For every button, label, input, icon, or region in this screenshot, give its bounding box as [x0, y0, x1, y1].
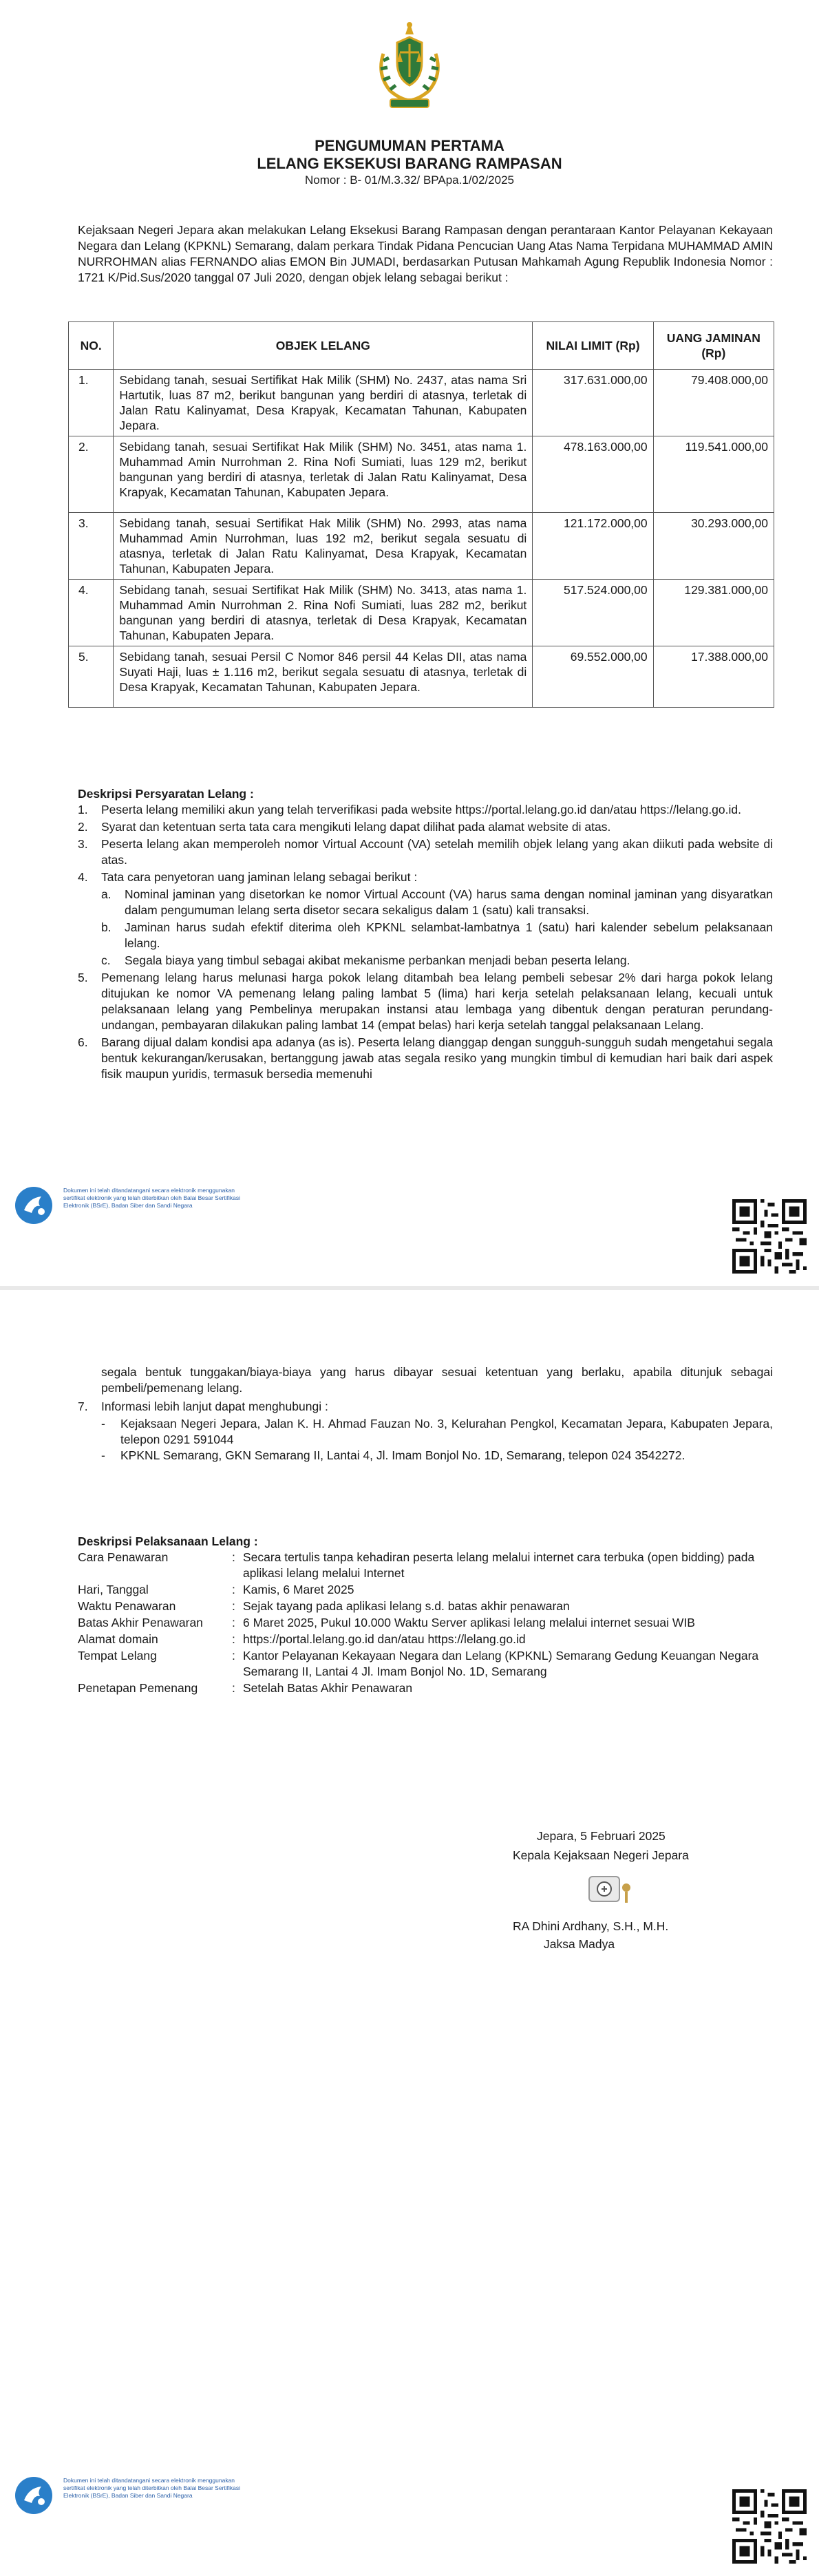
row-label: Hari, Tanggal — [78, 1583, 149, 1596]
row-label: Cara Penawaran — [78, 1550, 169, 1564]
cell-uang-jaminan: 129.381.000,00 — [653, 580, 774, 646]
item-text: Pemenang lelang harus melunasi harga pokok lelang ditambah bea lelang pembeli sebesar 2% dari harga pokok lelang ditujukan ke nomor VA pemenang lelang paling lambat 5 (lima) hari kerja setelah pelaksanaan lelang, kecuali untuk pelaksanaan lelang yang Pembelinya merupakan instansi atau lembaga yang dibentuk dengan peraturan perundang-undangan, pembayaran dilakukan paling lambat 14 (empat belas) hari kerja setelah tanggal pelaksanaan Lelang. — [101, 971, 773, 1032]
item-number: 3. — [78, 837, 88, 851]
sub-item-text: Segala biaya yang timbul sebagai akibat mekanisme perbankan menjadi beban peserta lelang. — [125, 953, 630, 967]
kejaksaan-emblem-icon — [370, 19, 449, 112]
list-item — [78, 1399, 773, 1415]
contact-item — [101, 1416, 773, 1448]
col-header-no: NO. — [69, 322, 114, 370]
list-item — [78, 836, 773, 868]
cell-no: 1. — [69, 370, 114, 436]
row-value: Kantor Pelayanan Kekayaan Negara dan Lelang (KPKNL) Semarang Gedung Keuangan Negara Semarang II, Lantai 4 Jl. Imam Bonjol No. 1D, Semarang — [243, 1649, 759, 1678]
persyaratan-section — [78, 786, 773, 1084]
col-header-objek: OBJEK LELANG — [114, 322, 533, 370]
cell-objek: Sebidang tanah, sesuai Sertifikat Hak Milik (SHM) No. 2437, atas nama Sri Hartutik, luas 87 m2, berikut bangunan yang berdiri di atasnya, terletak di Jalan Ratu Kalinyamat, Desa Krapyak, Kecamatan Tahunan, Kabupaten Jepara. — [114, 370, 533, 436]
pelaksanaan-row: Alamat domain : https://portal.lelang.go.id dan/atau https://lelang.go.id — [78, 1632, 773, 1647]
cell-no: 3. — [69, 513, 114, 580]
e-signature-note: Dokumen ini telah ditandatangani secara elektronik menggunakan sertifikat elektronik yang telah diterbitkan oleh Balai Besar Sertifikasi Elektronik (BSrE), Badan Siber dan Sandi Negara — [63, 2477, 241, 2499]
item-number: 4. — [78, 870, 88, 884]
table-row — [69, 370, 774, 436]
table-row — [69, 436, 774, 513]
item-number: 5. — [78, 971, 88, 984]
row-label: Waktu Penawaran — [78, 1599, 176, 1613]
persyaratan-title: Deskripsi Persyaratan Lelang : — [78, 787, 254, 801]
sub-item-text: Jaminan harus sudah efektif diterima oleh KPKNL selambat-lambatnya 1 (satu) hari kalender sebelum pelaksanaan lelang. — [125, 920, 773, 950]
table-row — [69, 580, 774, 646]
pelaksanaan-row: Waktu Penawaran : Sejak tayang pada aplikasi lelang s.d. batas akhir penawaran — [78, 1598, 773, 1614]
page-1 — [0, 0, 819, 1286]
list-item — [78, 1035, 773, 1082]
cell-nilai-limit: 121.172.000,00 — [533, 513, 653, 580]
pelaksanaan-section — [78, 1534, 773, 1697]
item-number: 2. — [78, 820, 88, 834]
document-number: Nomor : B- 01/M.3.32/ BPApa.1/02/2025 — [305, 173, 514, 187]
row-value: Sejak tayang pada aplikasi lelang s.d. batas akhir penawaran — [243, 1599, 570, 1613]
pelaksanaan-title: Deskripsi Pelaksanaan Lelang : — [78, 1534, 258, 1548]
signature-stamp-icon — [586, 1871, 635, 1907]
contact-list — [101, 1416, 773, 1464]
row-value: https://portal.lelang.go.id dan/atau https://lelang.go.id — [243, 1632, 526, 1646]
dash-bullet: - — [101, 1448, 105, 1462]
cell-nilai-limit: 478.163.000,00 — [533, 436, 653, 513]
col-header-uang-jaminan: UANG JAMINAN (Rp) — [653, 322, 774, 370]
pelaksanaan-row: Tempat Lelang : Kantor Pelayanan Kekayaan Negara dan Lelang (KPKNL) Semarang Gedung Keuangan Negara Semarang II, Lantai 4 Jl. Imam Bonjol No. 1D, Semarang — [78, 1648, 773, 1680]
row-value: Setelah Batas Akhir Penawaran — [243, 1681, 413, 1695]
item-6-continuation: segala bentuk tunggakan/biaya-biaya yang harus dibayar sesuai ketentuan yang berlaku, apabila ditunjuk sebagai pembeli/pemenang lelang. — [101, 1365, 773, 1395]
row-value: Secara tertulis tanpa kehadiran peserta lelang melalui internet cara terbuka (open bidding) pada aplikasi lelang melalui Internet — [243, 1550, 755, 1580]
table-row — [69, 646, 774, 708]
dash-bullet: - — [101, 1417, 105, 1430]
row-label: Tempat Lelang — [78, 1649, 157, 1662]
item-number: 1. — [78, 803, 88, 816]
contact-section — [78, 1399, 773, 1464]
contact-text: Kejaksaan Negeri Jepara, Jalan K. H. Ahmad Fauzan No. 3, Kelurahan Pengkol, Kecamatan Jepara, Kabupaten Jepara, telepon 0291 591044 — [120, 1417, 773, 1446]
item-number: 6. — [78, 1035, 88, 1049]
item-number: 7. — [78, 1400, 88, 1413]
item-text: Informasi lebih lanjut dapat menghubungi : — [101, 1400, 328, 1413]
contact-text: KPKNL Semarang, GKN Semarang II, Lantai 4, Jl. Imam Bonjol No. 1D, Semarang, telepon 024 3542272. — [120, 1448, 685, 1462]
row-value: 6 Maret 2025, Pukul 10.000 Waktu Server aplikasi lelang melalui internet sesuai WIB — [243, 1616, 695, 1629]
cell-nilai-limit: 69.552.000,00 — [533, 646, 653, 708]
cell-nilai-limit: 317.631.000,00 — [533, 370, 653, 436]
cell-no: 5. — [69, 646, 114, 708]
list-item — [78, 970, 773, 1033]
list-item — [78, 819, 773, 835]
list-item — [78, 869, 773, 885]
qr-code-icon — [732, 1199, 807, 1274]
cell-nilai-limit: 517.524.000,00 — [533, 580, 653, 646]
col-header-nilai-limit: NILAI LIMIT (Rp) — [533, 322, 653, 370]
cell-no: 4. — [69, 580, 114, 646]
auction-object-table — [68, 321, 774, 708]
item-text: Peserta lelang akan memperoleh nomor Virtual Account (VA) setelah memilih objek lelang yang akan diikuti pada website di atas. — [101, 837, 773, 867]
sub-list-item — [101, 920, 773, 951]
announcement-subtitle: LELANG EKSEKUSI BARANG RAMPASAN — [257, 155, 562, 172]
signatory-name: RA Dhini Ardhany, S.H., M.H. — [513, 1919, 669, 1933]
pelaksanaan-row: Batas Akhir Penawaran : 6 Maret 2025, Pukul 10.000 Waktu Server aplikasi lelang melalui internet sesuai WIB — [78, 1615, 773, 1631]
cell-objek: Sebidang tanah, sesuai Sertifikat Hak Milik (SHM) No. 3451, atas nama 1. Muhammad Amin Nurrohman 2. Rina Nofi Sumiati, luas 129 m2, berikut bangunan yang berdiri di atasnya, terletak di Jalan Ratu Kalinyamat, Desa Krapyak, Kecamatan Tahunan, Kabupaten Jepara. — [114, 436, 533, 513]
sub-list-item — [101, 887, 773, 918]
signature-position: Kepala Kejaksaan Negeri Jepara — [513, 1848, 689, 1862]
bsre-logo-icon — [14, 1185, 54, 1225]
row-label: Penetapan Pemenang — [78, 1681, 198, 1695]
sub-item-letter: b. — [101, 920, 111, 934]
pelaksanaan-row: Penetapan Pemenang : Setelah Batas Akhir Penawaran — [78, 1680, 773, 1696]
cell-uang-jaminan: 119.541.000,00 — [653, 436, 774, 513]
row-label: Batas Akhir Penawaran — [78, 1616, 203, 1629]
cell-uang-jaminan: 79.408.000,00 — [653, 370, 774, 436]
e-signature-note: Dokumen ini telah ditandatangani secara elektronik menggunakan sertifikat elektronik yang telah diterbitkan oleh Balai Besar Sertifikasi Elektronik (BSrE), Badan Siber dan Sandi Negara — [63, 1187, 241, 1209]
row-value: Kamis, 6 Maret 2025 — [243, 1583, 354, 1596]
item-text: Tata cara penyetoran uang jaminan lelang sebagai berikut : — [101, 870, 418, 884]
bsre-logo-icon — [14, 2475, 54, 2515]
sub-item-letter: c. — [101, 953, 111, 967]
qr-code-icon — [732, 2489, 807, 2564]
cell-uang-jaminan: 17.388.000,00 — [653, 646, 774, 708]
contact-item — [101, 1448, 773, 1464]
cell-uang-jaminan: 30.293.000,00 — [653, 513, 774, 580]
table-row — [69, 513, 774, 580]
announcement-title: PENGUMUMAN PERTAMA — [315, 137, 504, 154]
sub-item-text: Nominal jaminan yang disetorkan ke nomor Virtual Account (VA) harus sama dengan nominal jaminan yang disyaratkan dalam pengumuman lelang serta disetor secara sekaligus dalam 1 (satu) kali transaksi. — [125, 887, 773, 917]
list-item — [78, 802, 773, 818]
pelaksanaan-row: Hari, Tanggal : Kamis, 6 Maret 2025 — [78, 1582, 773, 1598]
row-label: Alamat domain — [78, 1632, 158, 1646]
sub-list — [101, 887, 773, 969]
item-text: Syarat dan ketentuan serta tata cara mengikuti lelang dapat dilihat pada alamat website di atas. — [101, 820, 611, 834]
signatory-rank: Jaksa Madya — [544, 1937, 615, 1951]
intro-paragraph: Kejaksaan Negeri Jepara akan melakukan Lelang Eksekusi Barang Rampasan dengan perantaraan Kantor Pelayanan Kekayaan Negara dan Lelang (KPKNL) Semarang, dalam perkara Tindak Pidana Pencucian Uang Atas Nama Terpidana MUHAMMAD AMIN NURROHMAN alias FERNANDO alias EMON Bin JUMADI, berdasarkan Putusan Mahkamah Agung Republik Indonesia Nomor : 1721 K/Pid.Sus/2020 tanggal 07 Juli 2020, dengan objek lelang sebagai berikut : — [78, 223, 773, 284]
sub-list-item — [101, 953, 773, 969]
signature-place-date: Jepara, 5 Februari 2025 — [537, 1829, 666, 1843]
cell-no: 2. — [69, 436, 114, 513]
item-text: Barang dijual dalam kondisi apa adanya (as is). Peserta lelang dianggap dengan sungguh-sungguh sudah mengetahui segala bentuk kekurangan/kerusakan, bertanggung jawab atas segala resiko yang mungkin timbul di kemudian hari baik dari aspek fisik maupun yuridis, termasuk bersedia memenuhi — [101, 1035, 773, 1081]
item-text: Peserta lelang memiliki akun yang telah terverifikasi pada website https://portal.lelang.go.id dan/atau https://lelang.go.id. — [101, 803, 741, 816]
sub-item-letter: a. — [101, 887, 111, 901]
pelaksanaan-row: Cara Penawaran : Secara tertulis tanpa kehadiran peserta lelang melalui internet cara terbuka (open bidding) pada aplikasi lelang melalui Internet — [78, 1550, 773, 1581]
cell-objek: Sebidang tanah, sesuai Persil C Nomor 846 persil 44 Kelas DII, atas nama Suyati Haji, luas ± 1.116 m2, berikut segala sesuatu di atasnya, terletak di Desa Krapyak, Kecamatan Tahunan, Kabupaten Jepara. — [114, 646, 533, 708]
cell-objek: Sebidang tanah, sesuai Sertifikat Hak Milik (SHM) No. 2993, atas nama Muhammad Amin Nurrohman, luas 192 m2, berikut segala sesuatu di atasnya, terletak di Jalan Ratu Kalinyamat, Desa Krapyak, Kecamatan Tahunan, Kabupaten Jepara. — [114, 513, 533, 580]
cell-objek: Sebidang tanah, sesuai Sertifikat Hak Milik (SHM) No. 3413, atas nama 1. Muhammad Amin Nurrohman 2. Rina Nofi Sumiati, luas 282 m2, berikut bangunan yang berdiri di atasnya, terletak di Desa Krapyak, Kecamatan Tahunan, Kabupaten Jepara. — [114, 580, 533, 646]
